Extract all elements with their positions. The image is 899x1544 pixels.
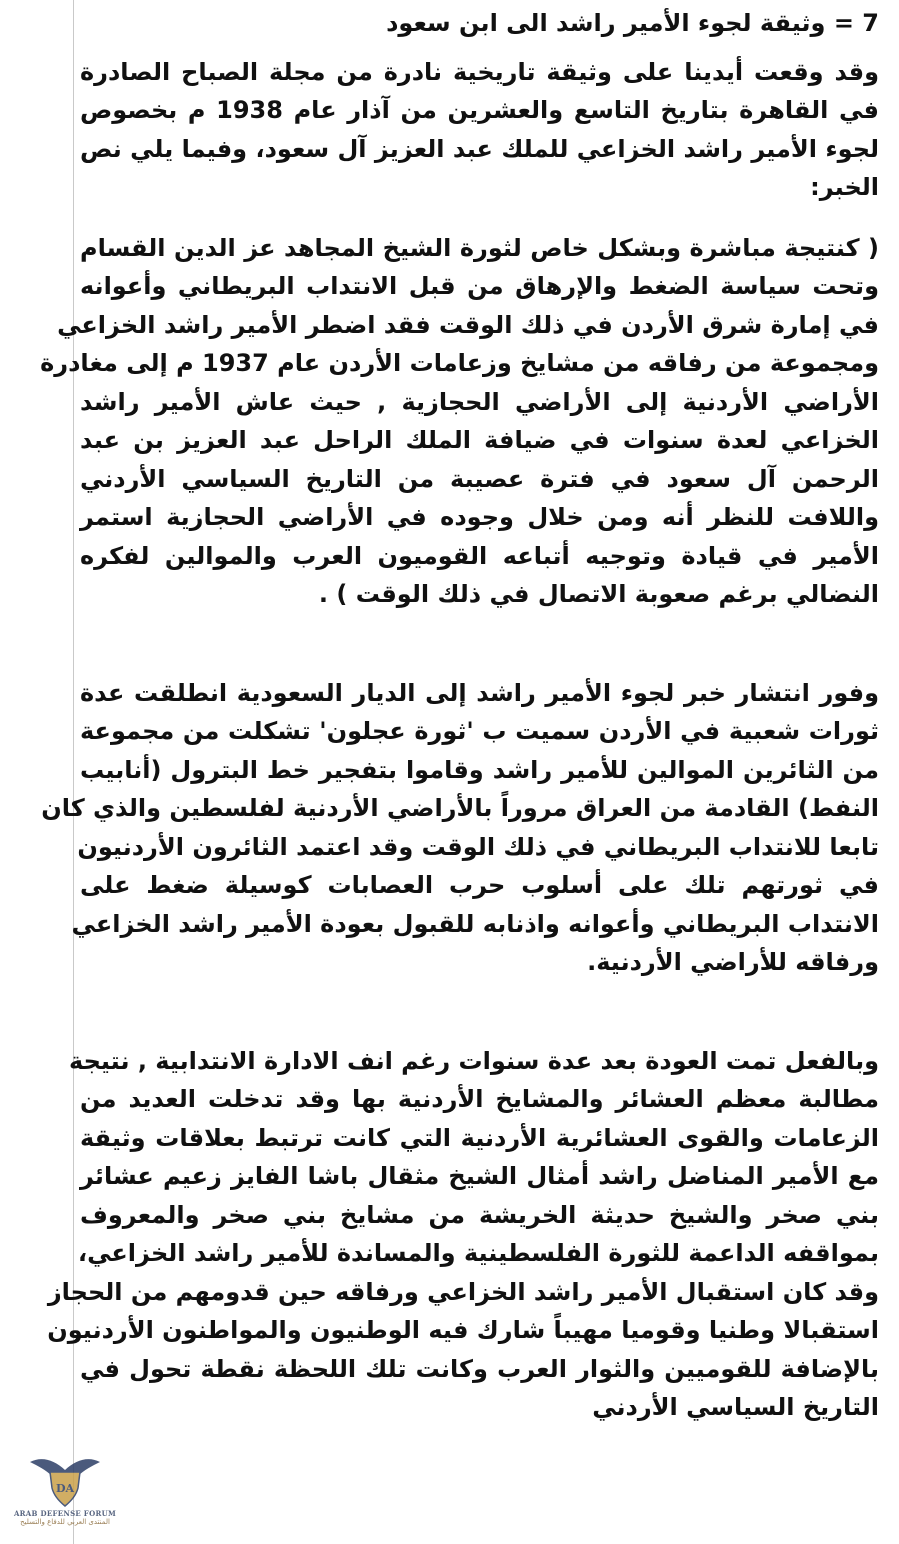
text-line: الخزاعي لعدة سنوات في ضيافة الملك الراحل عبد العزيز بن عبد <box>80 426 879 454</box>
text-line: واللافت للنظر أنه ومن خلال وجوده في الأراضي الحجازية استمر <box>80 503 879 531</box>
text-line: لجوء الأمير راشد الخزاعي للملك عبد العزيز آل سعود، وفيما يلي نص <box>80 134 879 163</box>
paragraph-1 <box>80 53 879 207</box>
text-line: الأمير في قيادة وتوجيه أتباعه القوميون العرب والموالين لفكره <box>80 541 879 570</box>
text-line: مطالبة معظم العشائر والمشايخ الأردنية بها وقد تدخلت العديد من <box>80 1085 879 1113</box>
text-line: بني صخر والشيخ حديثة الخريشة من مشايخ بني صخر والمعروف <box>80 1200 879 1229</box>
text-line: استقبالا وطنيا وقوميا مهيباً شارك فيه الوطنيون والمواطنون الأردنيون <box>47 1316 879 1344</box>
text-line: النفط) القادمة من العراق مروراً بالأراضي الأردنية لفلسطين والذي كان <box>41 794 879 822</box>
eagle-shield-icon <box>26 1452 104 1508</box>
text-line: الأراضي الأردنية إلى الأراضي الحجازية , حيث عاش الأمير راشد <box>80 387 879 416</box>
text-line: التاريخ السياسي الأردني <box>592 1393 879 1421</box>
text-line: من الثائرين الموالين للأمير راشد وقاموا بتفجير خط البترول (أنابيب <box>80 755 879 784</box>
arab-defense-forum-watermark <box>4 1452 126 1542</box>
text-line: بمواقفه الداعمة للثورة الفلسطينية والمساندة للأمير راشد الخزاعي، <box>78 1239 879 1267</box>
text-line: وبالفعل تمت العودة بعد عدة سنوات رغم انف الادارة الانتدابية , نتيجة <box>69 1046 879 1075</box>
text-line: الزعامات والقوى العشائرية الأردنية التي كانت ترتبط بعلاقات وثيقة <box>80 1123 879 1152</box>
text-line: وفور انتشار خبر لجوء الأمير راشد إلى الديار السعودية انطلقت عدة <box>80 678 879 707</box>
paragraph-2 <box>40 229 879 614</box>
paragraph-spacer <box>80 982 879 1042</box>
text-line: وقد كان استقبال الأمير راشد الخزاعي ورفاقه حين قدومهم من الحجاز <box>47 1277 879 1306</box>
document-body <box>40 4 879 1427</box>
text-line: وتحت سياسة الضغط والإرهاق من قبل الانتداب البريطاني وأعوانه <box>80 272 879 300</box>
text-line: ثورات شعبية في الأردن سميت ب 'ثورة عجلون' تشكلت من مجموعة <box>80 717 879 745</box>
text-line: في ثورتهم تلك على أسلوب حرب العصابات كوسيلة ضغط على <box>80 871 879 899</box>
text-line: الانتداب البريطاني وأعوانه واذنابه للقبول بعودة الأمير راشد الخزاعي <box>71 909 879 938</box>
text-line: الرحمن آل سعود في فترة عصيبة من التاريخ السياسي الأردني <box>80 464 879 493</box>
paragraphs-container <box>40 53 879 1427</box>
text-line: في إمارة شرق الأردن في ذلك الوقت فقد اضطر الأمير راشد الخزاعي <box>57 310 879 339</box>
text-line: ( كنتيجة مباشرة وبشكل خاص لثورة الشيخ المجاهد عز الدين القسام <box>80 233 879 262</box>
text-line: تابعا للانتداب البريطاني في ذلك الوقت وقد اعتمد الثائرون الأردنيون <box>77 832 879 861</box>
watermark-subtitle: المنتدى العربي للدفاع والتسليح <box>20 1518 110 1526</box>
text-line: الخبر: <box>810 173 879 201</box>
text-line: النضالي برغم صعوبة الاتصال في ذلك الوقت ) . <box>318 580 879 608</box>
paragraph-spacer <box>80 614 879 674</box>
text-line: وقد وقعت أيدينا على وثيقة تاريخية نادرة من مجلة الصباح الصادرة <box>80 57 879 86</box>
document-heading: 7 = وثيقة لجوء الأمير راشد الى ابن سعود <box>386 9 879 37</box>
watermark-title: ARAB DEFENSE FORUM <box>13 1509 117 1518</box>
text-line: ورفاقه للأراضي الأردنية. <box>587 948 879 976</box>
text-line: مع الأمير المناضل راشد أمثال الشيخ مثقال باشا الفايز زعيم عشائر <box>80 1162 879 1190</box>
paragraph-3 <box>41 674 879 982</box>
svg-text:DA: DA <box>55 1482 75 1495</box>
paragraph-spacer <box>80 207 879 229</box>
text-line: بالإضافة للقوميين والثوار العرب وكانت تلك اللحظة نقطة تحول في <box>80 1354 879 1383</box>
paragraph-4 <box>47 1042 879 1427</box>
text-line: في القاهرة بتاريخ التاسع والعشرين من آذار عام 1938 م بخصوص <box>80 96 879 124</box>
text-line: ومجموعة من رفاقه من مشايخ وزعامات الأردن عام 1937 م إلى مغادرة <box>40 349 879 377</box>
